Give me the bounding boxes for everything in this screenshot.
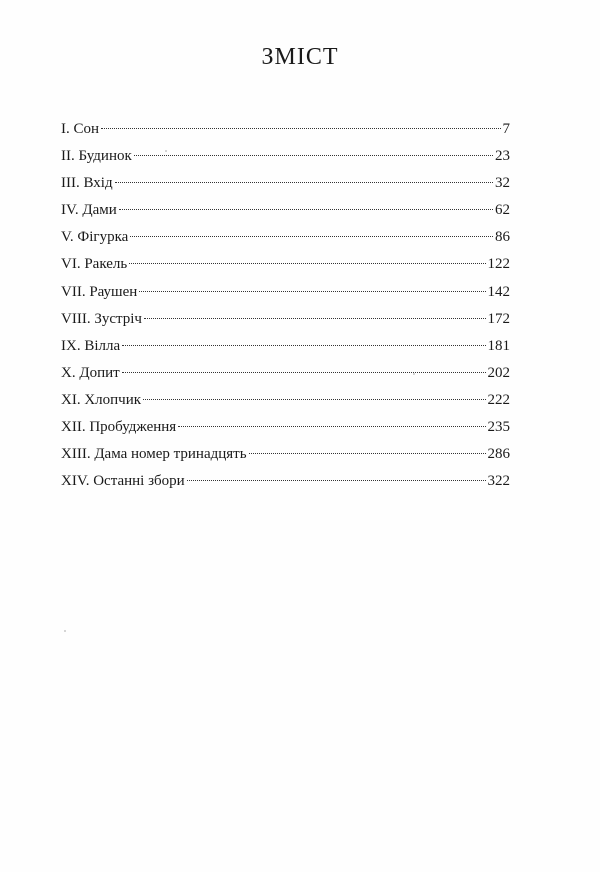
- toc-entry: [61, 441, 510, 468]
- toc-entry-label: VII. Раушен: [61, 283, 138, 300]
- toc-leader-dots: [130, 236, 493, 237]
- toc-leader-dots: [143, 399, 485, 400]
- toc-entry: [61, 116, 510, 143]
- toc-leader-dots: [249, 453, 486, 454]
- toc-entry-label: VI. Ракель: [61, 256, 128, 273]
- paper-speck: [165, 150, 167, 152]
- toc-entry-label: XIII. Дама номер тринадцять: [61, 446, 247, 463]
- toc-entry-label: I. Сон: [61, 121, 100, 137]
- toc-entry-label: XI. Хлопчик: [61, 391, 142, 408]
- toc-leader-dots: [122, 345, 485, 346]
- table-of-contents: [61, 116, 510, 495]
- toc-entry-page-number: 172: [487, 310, 510, 327]
- toc-entry-page-number: 235: [487, 419, 510, 436]
- toc-entry: [61, 279, 510, 306]
- toc-entry: [61, 468, 510, 495]
- toc-entry-page-number: 202: [487, 364, 510, 381]
- toc-entry-label: V. Фігурка: [61, 229, 129, 246]
- toc-leader-dots: [134, 155, 493, 156]
- toc-entry-page-number: 62: [495, 202, 510, 219]
- toc-entry-label: III. Вхід: [61, 175, 113, 192]
- toc-entry-label: IV. Дами: [61, 202, 117, 219]
- toc-entry-label: X. Допит: [61, 364, 120, 381]
- toc-entry-page-number: 86: [495, 229, 510, 246]
- toc-leader-dots: [101, 128, 500, 129]
- toc-entry-label: VIII. Зустріч: [61, 310, 142, 327]
- toc-entry-page-number: 32: [495, 175, 510, 192]
- toc-entry: [61, 224, 510, 251]
- toc-entry: [61, 306, 510, 333]
- paper-speck: [413, 373, 415, 375]
- toc-leader-dots: [129, 263, 485, 264]
- toc-entry: [61, 251, 510, 278]
- toc-entry-page-number: 222: [487, 391, 510, 408]
- toc-entry: [61, 387, 510, 414]
- toc-entry-page-number: 7: [502, 121, 510, 137]
- toc-leader-dots: [115, 182, 493, 183]
- toc-entry-label: XII. Пробудження: [61, 419, 177, 436]
- toc-entry: [61, 197, 510, 224]
- toc-entry: [61, 143, 510, 170]
- toc-leader-dots: [178, 426, 485, 427]
- paper-speck: [64, 630, 66, 632]
- toc-entry: [61, 170, 510, 197]
- toc-entry: [61, 414, 510, 441]
- toc-entry-page-number: 286: [487, 446, 510, 463]
- toc-entry-page-number: 322: [487, 473, 510, 490]
- toc-leader-dots: [139, 291, 485, 292]
- toc-entry-label: II. Будинок: [61, 148, 132, 165]
- toc-entry-page-number: 181: [487, 337, 510, 354]
- toc-entry-label: IX. Вілла: [61, 337, 121, 354]
- toc-entry: [61, 360, 510, 387]
- toc-leader-dots: [144, 318, 486, 319]
- toc-entry: [61, 333, 510, 360]
- toc-leader-dots: [187, 480, 486, 481]
- toc-entry-label: XIV. Останні збори: [61, 473, 185, 490]
- toc-entry-page-number: 142: [487, 283, 510, 300]
- toc-leader-dots: [119, 209, 493, 210]
- toc-entry-page-number: 122: [487, 256, 510, 273]
- page-title: ЗМІСТ: [261, 44, 339, 70]
- toc-entry-page-number: 23: [495, 148, 510, 165]
- toc-leader-dots: [122, 372, 486, 373]
